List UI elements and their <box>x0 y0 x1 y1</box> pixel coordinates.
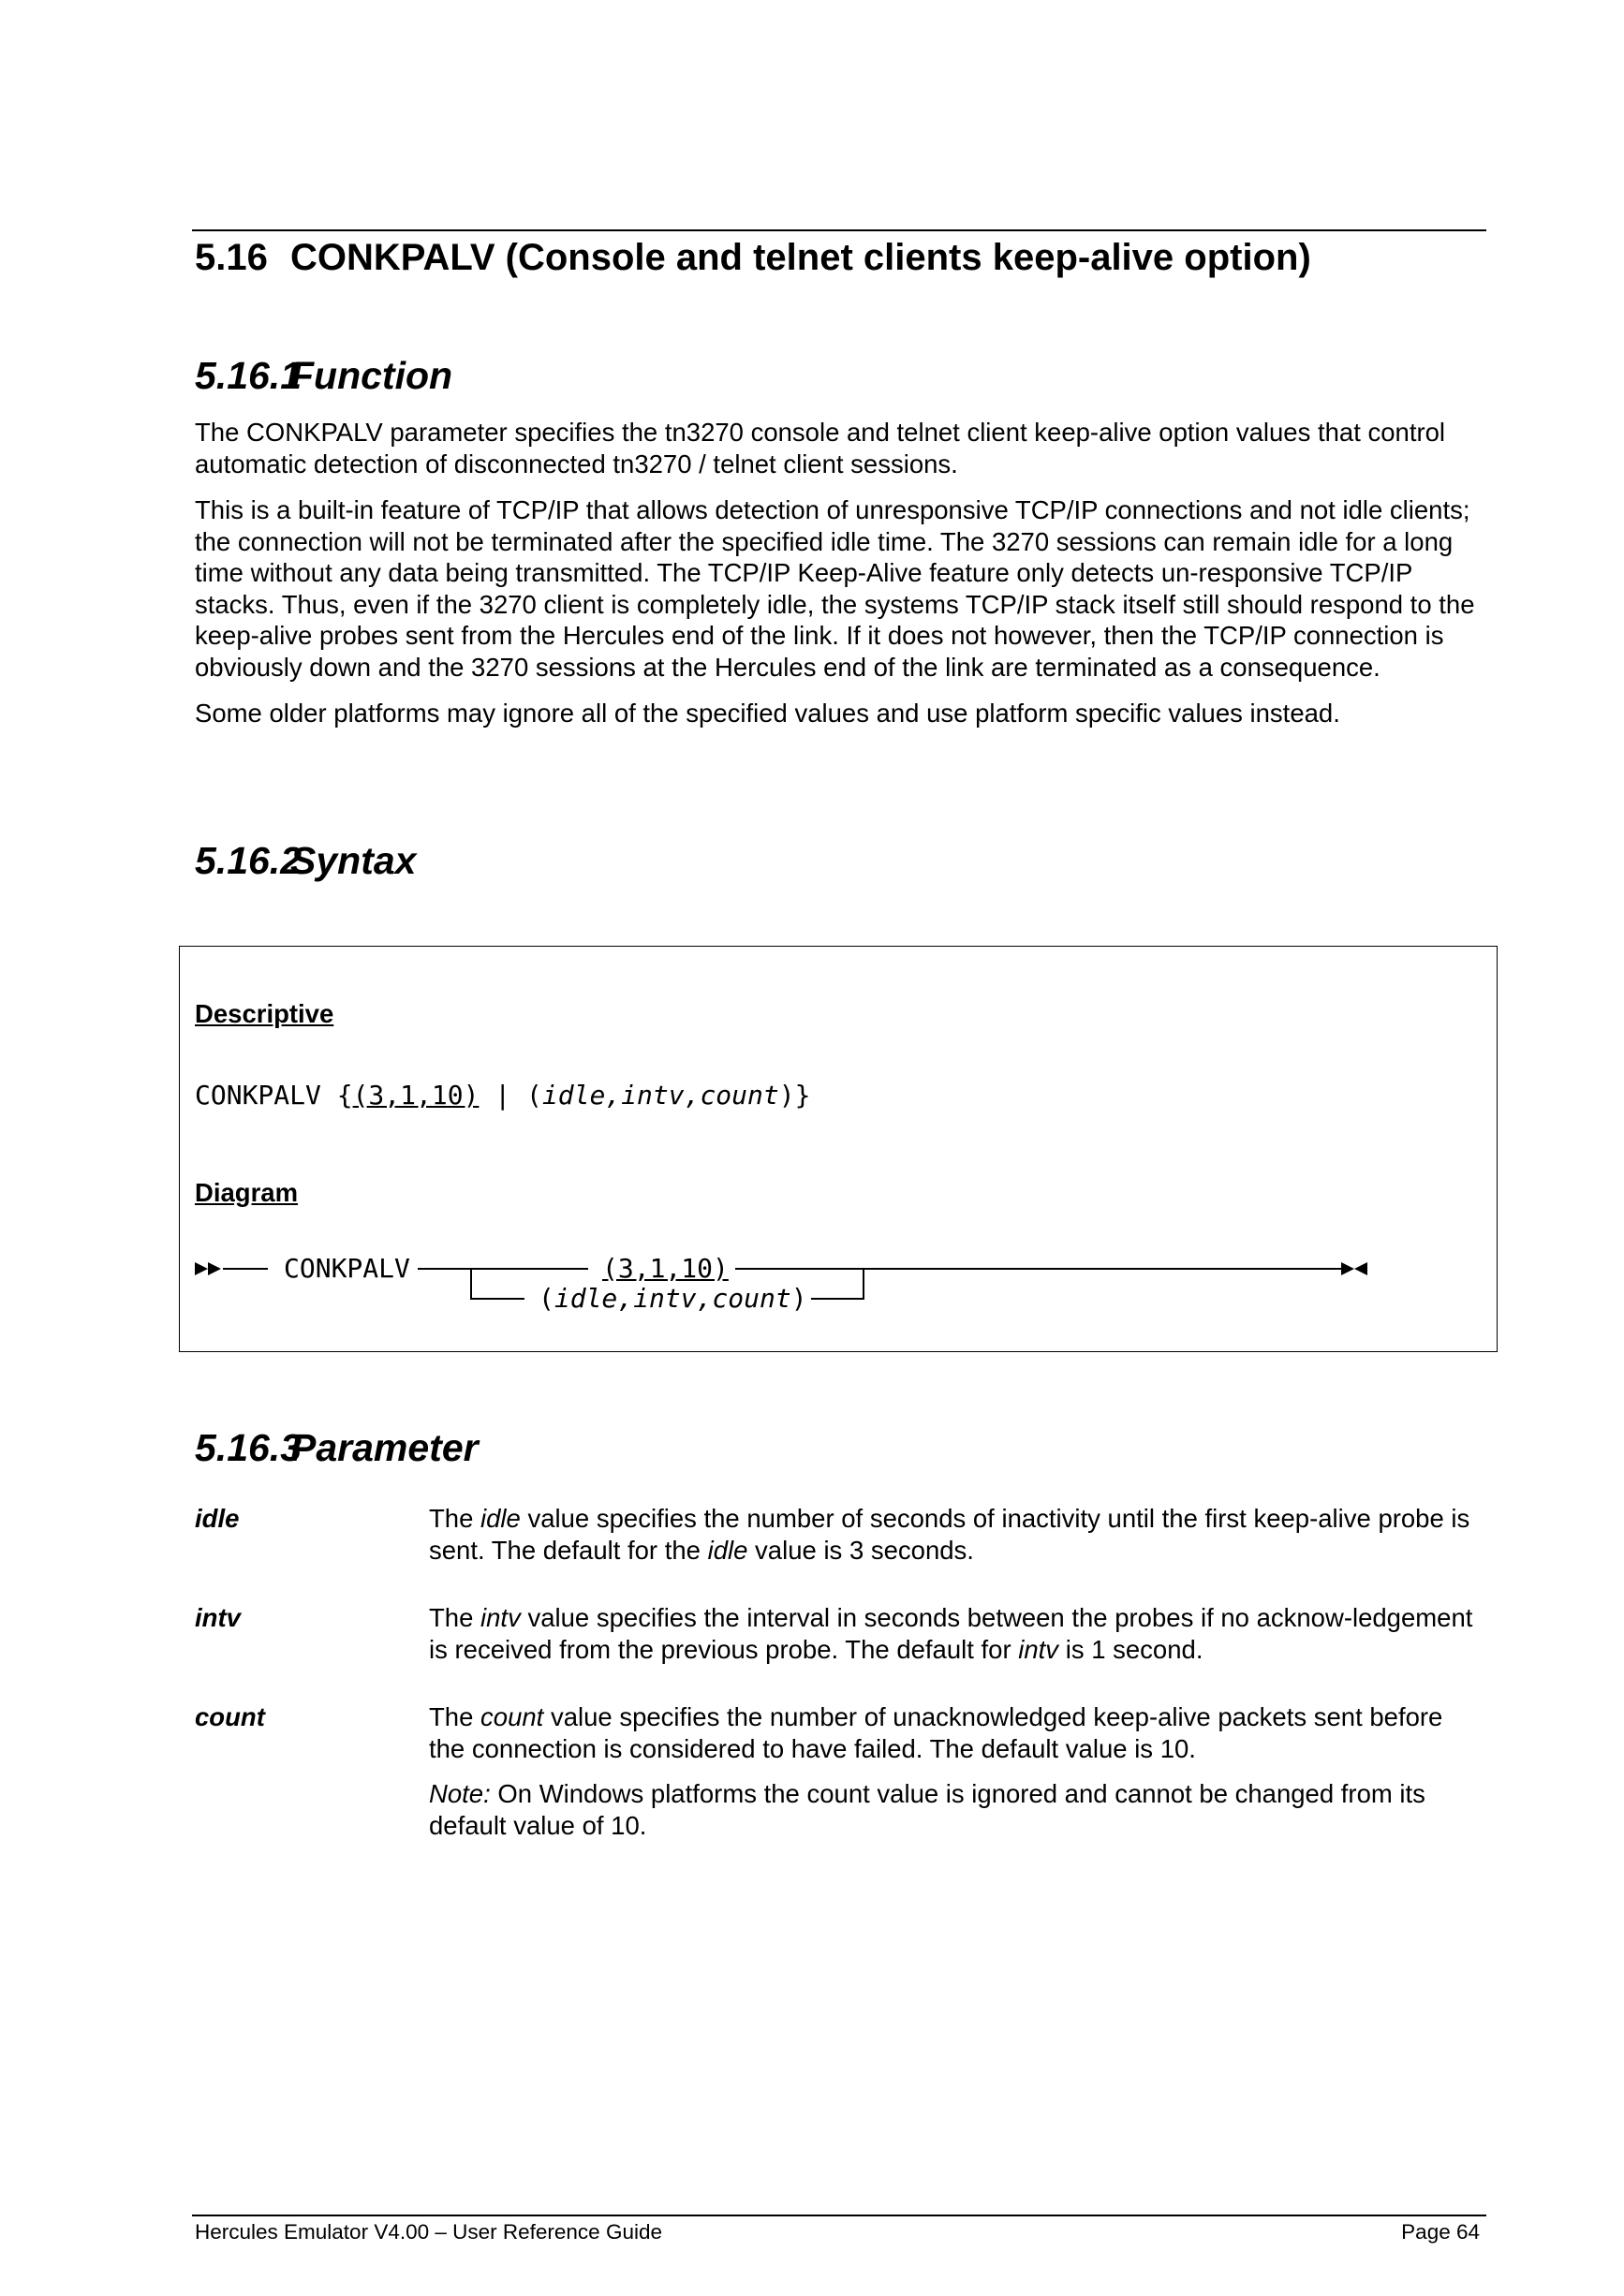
param-desc-text: The <box>429 1603 481 1632</box>
diagram-alternative <box>539 1283 807 1315</box>
param-desc-italic: intv <box>480 1603 521 1632</box>
desc-close-brace: } <box>794 1080 811 1111</box>
syntax-number: 5.16.2 <box>195 839 302 882</box>
param-desc-italic: idle <box>480 1504 521 1533</box>
param-note <box>429 1778 1478 1841</box>
param-desc-text: The <box>429 1702 481 1731</box>
diagram-lparen: ( <box>539 1283 554 1314</box>
param-desc-italic: intv <box>1018 1634 1059 1664</box>
param-desc-italic: idle <box>707 1535 748 1565</box>
section-title: CONKPALV (Console and telnet clients keep-alive option) <box>290 237 1311 278</box>
parameter-heading <box>195 1425 479 1470</box>
param-term-idle: idle <box>195 1504 240 1533</box>
section-number: 5.16 <box>195 237 268 278</box>
function-title: Function <box>290 354 453 397</box>
diagram-rparen: ) <box>790 1283 807 1314</box>
end-arrow-right <box>1341 1262 1354 1275</box>
param-desc-text: value specifies the number of unacknowledged keep-alive packets sent before the connection is considered to have failed. The default value is 10. <box>429 1702 1443 1763</box>
diagram-args: idle,intv,count <box>554 1283 791 1314</box>
param-term-count: count <box>195 1702 265 1731</box>
param-desc-text: value is 3 seconds. <box>747 1535 974 1565</box>
function-paragraph-3: Some older platforms may ignore all of the specified values and use platform specific values instead. <box>195 699 1340 728</box>
note-text: On Windows platforms the count value is ignored and cannot be changed from its default value of 10. <box>429 1779 1425 1840</box>
rail-branch-left <box>471 1269 524 1299</box>
param-term-intv: intv <box>195 1603 241 1632</box>
start-arrow-1 <box>195 1262 208 1275</box>
diagram-command: CONKPALV <box>284 1253 410 1284</box>
end-arrow-left <box>1354 1262 1367 1275</box>
function-paragraph-1: The CONKPALV parameter specifies the tn3270 console and telnet client keep-alive option values that control automatic detection of disconnected tn3270 / telnet client sessions. <box>195 418 1446 478</box>
param-desc-text: value specifies the interval in seconds between the probes if no acknow-ledgement is received from the previous probe. The default for <box>429 1603 1473 1664</box>
desc-lparen: ( <box>526 1080 542 1111</box>
desc-default-value: (3,1,10) <box>352 1080 480 1111</box>
diagram-default-value: (3,1,10) <box>602 1253 729 1284</box>
diagram-label: Diagram <box>195 1178 299 1207</box>
param-desc-text: value specifies the number of seconds of inactivity until the first keep-alive probe is sent. The default for the <box>429 1504 1470 1565</box>
parameter-title: Parameter <box>290 1426 479 1469</box>
parameter-number: 5.16.3 <box>195 1426 302 1469</box>
desc-command: CONKPALV <box>195 1080 321 1111</box>
param-desc-intv <box>429 1602 1478 1679</box>
desc-open-brace: { <box>336 1080 353 1111</box>
footer-rule <box>192 2215 1486 2216</box>
note-label: Note: <box>429 1779 491 1808</box>
syntax-title: Syntax <box>290 839 417 882</box>
desc-or-bar: | <box>495 1080 511 1111</box>
param-desc-text: is 1 second. <box>1058 1634 1203 1664</box>
param-desc-idle <box>429 1503 1478 1580</box>
desc-args: idle,intv,count <box>541 1080 779 1111</box>
descriptive-label: Descriptive <box>195 999 334 1028</box>
start-arrow-2 <box>208 1262 221 1275</box>
param-desc-italic: count <box>480 1702 544 1731</box>
footer-left: Hercules Emulator V4.00 – User Reference Guide <box>195 2220 662 2244</box>
desc-rparen: ) <box>778 1080 795 1111</box>
footer-page-number: Page 64 <box>1401 2220 1480 2244</box>
param-desc-text: The <box>429 1504 481 1533</box>
function-paragraph-2: This is a built-in feature of TCP/IP that allows detection of unresponsive TCP/IP connections and not idle clients; the connection will not be terminated after the specified idle time. The 3270 sessions can remain idle for a long time without any data being transmitted. The TCP/IP Keep-Alive feature only detects un-responsive TCP/IP stacks. Thus, even if the 3270 client is completely idle, the systems TCP/IP stack itself still should respond to the keep-alive probes sent from the Hercules end of the link. If it does not however, then the TCP/IP connection is obviously down and the 3270 sessions at the Hercules end of the link are terminated as a consequence. <box>195 495 1475 682</box>
rail-branch-right <box>811 1269 864 1299</box>
param-desc-count <box>429 1701 1478 1855</box>
function-number: 5.16.1 <box>195 354 302 397</box>
